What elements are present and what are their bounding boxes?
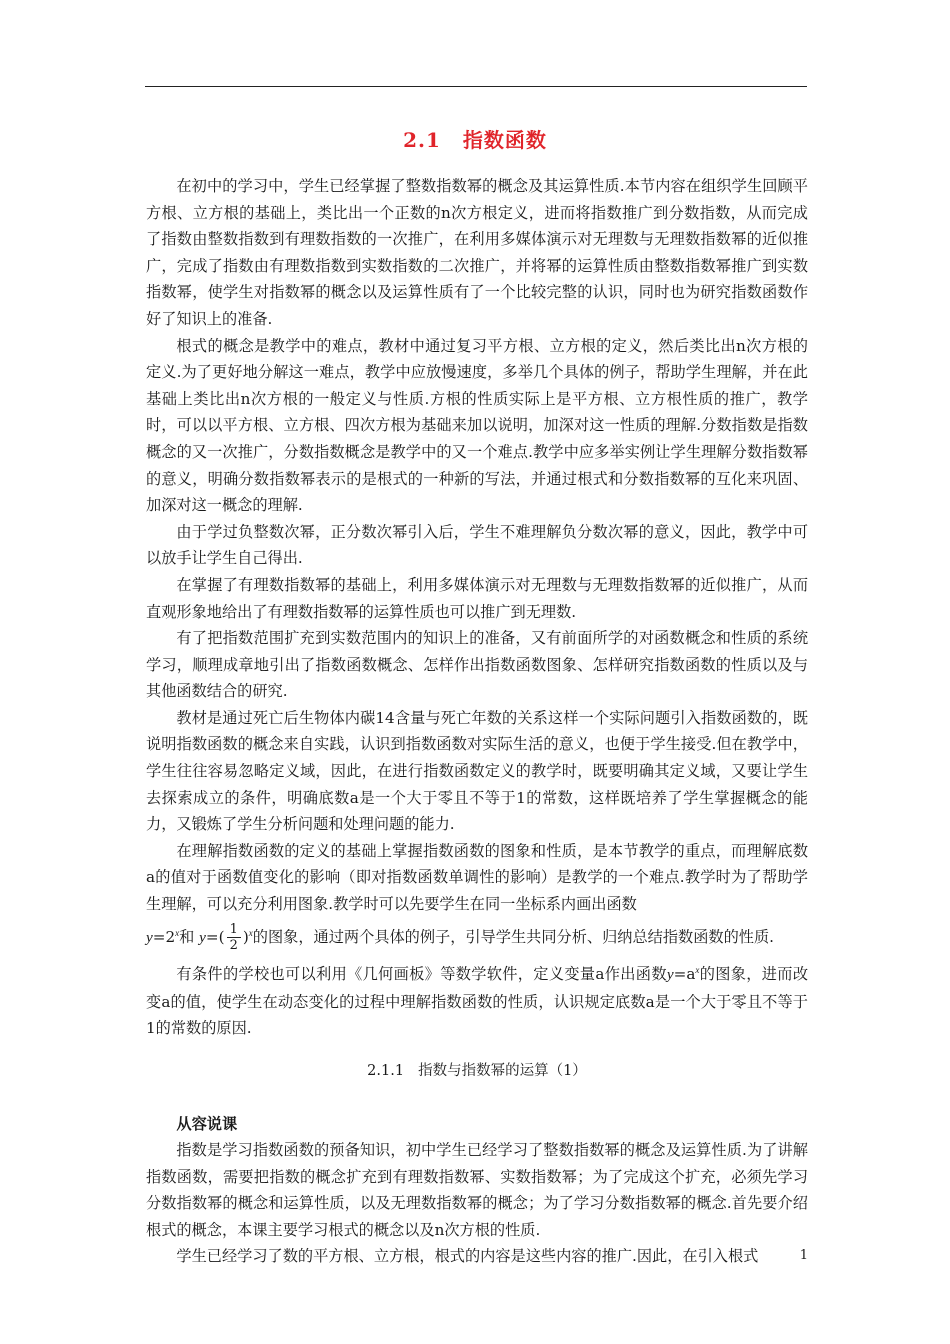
header-rule xyxy=(145,86,807,87)
formula-text: ) xyxy=(242,927,249,946)
paragraph-text: 的图象，进而改变a的值，使学生在动态变化的过程中理解指数函数的性质，认识规定底数a是一个大于零且不等于1的常数的原因. xyxy=(146,965,809,1038)
formula-text: =( xyxy=(205,927,225,946)
paragraph: 学生已经学习了数的平方根、立方根，根式的内容是这些内容的推广.因此，在引入根式 xyxy=(176,1247,759,1266)
paragraph-text: 有条件的学校也可以利用《几何画板》等数学软件，定义变量a作出函数 xyxy=(176,965,667,984)
formula-text: =a xyxy=(673,965,696,984)
formula-exponent: x xyxy=(175,927,180,938)
subsection-number: 2.1.1 xyxy=(367,1062,405,1079)
section-title xyxy=(0,124,950,153)
paragraph: 教材是通过死亡后生物体内碳14含量与死亡年数的关系这样一个实际问题引入指数函数的，既说明指数函数的概念来自实践，认识到指数函数对实际生活的意义，也便于学生接受.但在教学中，学生往往容易忽略定义域，因此，在进行指数函数定义的教学时，既要明确其定义域，又要让学生去探索成立的条件，明确底数a是一个大于零且不等于1的常数，这样既培养了学生掌握概念的能力，又锻炼了学生分析问题和处理问题的能力. xyxy=(146,708,808,834)
formula-var: y xyxy=(666,966,674,984)
formula-line xyxy=(146,922,808,954)
fraction-denominator: 2 xyxy=(229,938,238,954)
formula-exponent: x xyxy=(248,927,253,938)
formula-exponent: x xyxy=(695,965,700,976)
paragraph: 根式的概念是教学中的难点，教材中通过复习平方根、立方根的定义，然后类比出n次方根的定义.为了更好地分解这一难点，教学中应放慢速度，多举几个具体的例子，帮助学生理解，并在此基础上类比出n次方根的一般定义与性质.方根的性质实际上是平方根、立方根性质的推广，教学时，可以以平方根、立方根、四次方根为基础来加以说明，加深对这一性质的理解.分数指数是指数概念的又一次推广，分数指数概念是教学中的又一个难点.教学中应多举实例让学生理解分数指数幂的意义，明确分数指数幂表示的是根式的一种新的写法，并通过根式和分数指数幂的互化来巩固、加深对这一概念的理解. xyxy=(146,336,808,515)
paragraph: 由于学过负整数次幂，正分数次幂引入后，学生不难理解负分数次幂的意义，因此，教学中可以放手让学生自己得出. xyxy=(146,522,808,568)
formula-conjunction: 和 xyxy=(179,927,195,946)
formula-tail: 的图象，通过两个具体的例子，引导学生共同分析、归纳总结指数函数的性质. xyxy=(252,927,774,946)
paragraph: 有了把指数范围扩充到实数范围内的知识上的准备，又有前面所学的对函数概念和性质的系统学习，顺理成章地引出了指数函数概念、怎样作出指数函数图象、怎样研究指数函数的性质以及与其他函数结合的研究. xyxy=(146,629,808,701)
paragraph: 指数是学习指数函数的预备知识，初中学生已经学习了整数指数幂的概念及运算性质.为了讲解指数函数，需要把指数的概念扩充到有理数指数幂、实数指数幂；为了完成这个扩充，必须先学习分数指数幂的概念和运算性质，以及无理数指数幂的概念；为了学习分数指数幂的概念.首先要介绍根式的概念，本课主要学习根式的概念以及n次方根的性质. xyxy=(146,1141,808,1239)
paragraph: 在理解指数函数的定义的基础上掌握指数函数的图象和性质，是本节教学的重点，而理解底数a的值对于函数值变化的影响（即对指数函数单调性的影响）是教学的一个难点.教学时为了帮助学生理解，可以充分利用图象.教学时可以先要学生在同一坐标系内画出函数 xyxy=(146,841,808,914)
formula-text: =2 xyxy=(152,927,176,946)
document-body xyxy=(146,173,808,1270)
fraction xyxy=(227,922,241,953)
bold-heading: 从容说课 xyxy=(176,1114,238,1133)
fraction-numerator: 1 xyxy=(227,922,241,938)
paragraph xyxy=(146,961,808,1042)
section-title-text: 指数函数 xyxy=(462,128,547,152)
page-number: 1 xyxy=(799,1248,808,1263)
subsection-title xyxy=(146,1058,808,1085)
formula-var: y xyxy=(199,928,206,946)
formula-var: y xyxy=(146,928,153,946)
subsection-title-text: 指数与指数幂的运算（1） xyxy=(418,1062,587,1079)
paragraph: 在掌握了有理数指数幂的基础上，利用多媒体演示对无理数与无理数指数幂的近似推广，从而直观形象地给出了有理数指数幂的运算性质也可以推广到无理数. xyxy=(146,575,808,621)
section-number: 2.1 xyxy=(403,128,441,152)
paragraph: 在初中的学习中，学生已经掌握了整数指数幂的概念及其运算性质.本节内容在组织学生回顾平方根、立方根的基础上，类比出一个正数的n次方根定义，进而将指数推广到分数指数，从而完成了指数由整数指数到有理数指数的一次推广，在利用多媒体演示对无理数与无理数指数幂的近似推广，完成了指数由有理数指数到实数指数的二次推广，并将幂的运算性质由整数指数幂推广到实数指数幂，使学生对指数幂的概念以及运算性质有了一个比较完整的认识，同时也为研究指数函数作好了知识上的准备. xyxy=(146,177,808,328)
